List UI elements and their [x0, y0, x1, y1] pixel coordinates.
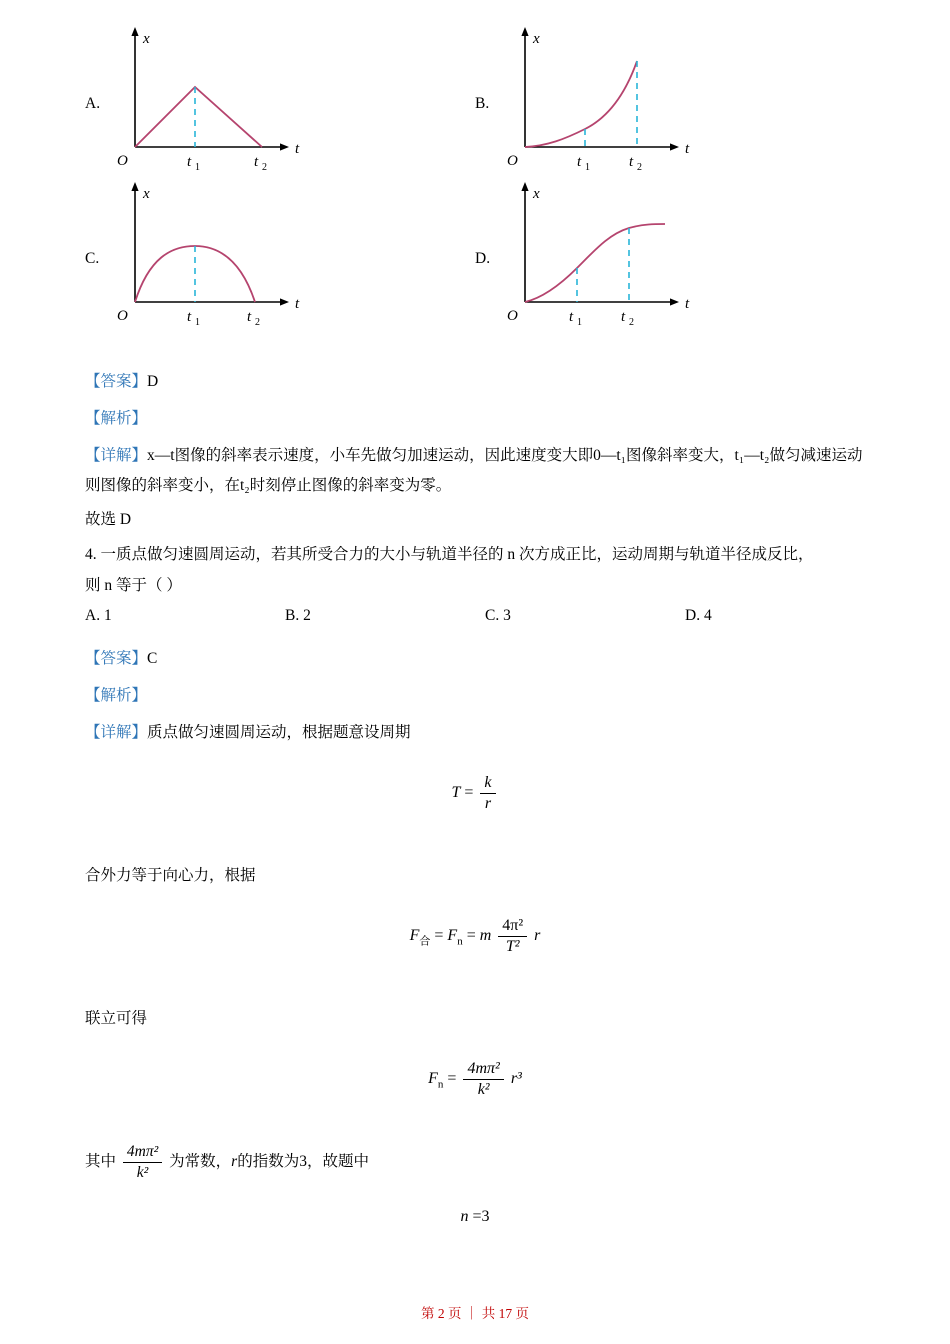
q4-stem-line1: 4. 一质点做匀速圆周运动，若其所受合力的大小与轨道半径的 n 次方成正比，运动周期与轨道半径成反比，	[85, 546, 814, 563]
q3-answer-line	[85, 367, 865, 397]
q4-detail-tag: 【详解】	[85, 724, 148, 741]
q4-choice-d[interactable]: D. 4	[685, 607, 712, 624]
svg-text:t: t	[569, 309, 574, 325]
svg-text:O: O	[507, 153, 518, 169]
formula-centripetal	[85, 917, 865, 956]
formula-centripetal-eq2: =	[466, 927, 476, 945]
q4-choices	[85, 607, 865, 637]
q4-choice-b[interactable]: B. 2	[285, 607, 311, 624]
formula-n-value	[85, 1208, 865, 1226]
graph-option-c	[85, 180, 415, 330]
formula-force-result-tail: r³	[510, 1070, 522, 1088]
formula-centripetal-fraction	[498, 917, 527, 956]
q4-constant-note	[85, 1143, 865, 1182]
formula-centripetal-mid: F	[447, 927, 458, 945]
q3-analysis-line	[85, 404, 865, 434]
svg-text:t: t	[577, 154, 582, 170]
q4-detail-line	[85, 718, 865, 748]
svg-text:x: x	[533, 186, 540, 202]
q4-constant-note-mid: 为常数，	[169, 1153, 232, 1171]
option-label-b: B.	[475, 95, 490, 112]
svg-text:x: x	[143, 31, 150, 47]
svg-text:t: t	[295, 296, 300, 312]
formula-period-denominator: r	[484, 795, 492, 812]
q4-constant-note-post: 的指数为3，故题中	[237, 1153, 369, 1171]
formula-centripetal-lhs-sub: 合	[419, 935, 431, 948]
footer-separator: ｜	[464, 1306, 479, 1321]
formula-centripetal-mass: m	[479, 927, 492, 945]
formula-centripetal-mid-sub: n	[457, 935, 463, 948]
formula-centripetal-numerator: 4π²	[498, 917, 527, 937]
svg-text:1: 1	[195, 162, 200, 173]
svg-text:2: 2	[262, 162, 267, 173]
svg-text:t: t	[685, 141, 690, 157]
formula-force-result-fraction	[463, 1060, 503, 1099]
svg-text:t: t	[685, 296, 690, 312]
q4-constant-denominator: k²	[136, 1164, 149, 1181]
graph-a-svg	[107, 25, 397, 175]
formula-n-lhs: n	[460, 1208, 469, 1225]
formula-period-lhs: T	[451, 784, 461, 802]
q4-answer-value: C	[147, 650, 158, 667]
q3-answer-value: D	[147, 373, 159, 390]
svg-text:1: 1	[195, 317, 200, 328]
svg-text:t: t	[629, 154, 634, 170]
graph-d-svg	[497, 180, 787, 330]
q3-analysis-tag: 【解析】	[85, 410, 148, 427]
formula-force-result-lhs: F	[428, 1070, 438, 1088]
page-footer	[0, 1302, 950, 1322]
svg-text:2: 2	[637, 162, 642, 173]
q4-text-centripetal: 合外力等于向心力，根据	[85, 867, 256, 884]
svg-text:t: t	[187, 309, 192, 325]
svg-text:x: x	[533, 31, 540, 47]
svg-text:t: t	[254, 154, 259, 170]
q4-detail-text: 质点做匀速圆周运动，根据题意设周期	[147, 724, 411, 741]
option-label-d: D.	[475, 250, 491, 267]
svg-text:1: 1	[577, 317, 582, 328]
q3-detail-line	[85, 441, 865, 501]
formula-period	[85, 774, 865, 813]
q4-constant-note-pre: 其中	[85, 1153, 117, 1171]
q4-stem-line2: 则 n 等于（ ）	[85, 577, 182, 594]
q3-detail-tag: 【详解】	[85, 447, 148, 464]
svg-text:2: 2	[629, 317, 634, 328]
q4-text-combine: 联立可得	[85, 1010, 148, 1027]
graph-options-group	[85, 0, 865, 360]
q3-conclusion: 故选 D	[85, 511, 132, 528]
svg-text:O: O	[117, 153, 128, 169]
q4-choice-a[interactable]: A. 1	[85, 607, 112, 624]
formula-force-result	[85, 1060, 865, 1099]
graph-c-svg	[107, 180, 397, 330]
q4-analysis-tag: 【解析】	[85, 687, 148, 704]
option-label-a: A.	[85, 95, 101, 112]
option-label-c: C.	[85, 250, 100, 267]
q4-constant-fraction	[123, 1143, 162, 1182]
q4-constant-numerator: 4mπ²	[123, 1143, 162, 1163]
svg-text:1: 1	[585, 162, 590, 173]
footer-page-current: 第 2 页	[421, 1306, 462, 1321]
svg-text:x: x	[143, 186, 150, 202]
formula-period-fraction	[480, 774, 495, 813]
graph-b-svg	[497, 25, 787, 175]
formula-n-rhs: 3	[481, 1208, 490, 1225]
formula-period-numerator: k	[480, 774, 495, 794]
graph-option-b	[475, 25, 805, 175]
q4-choice-c[interactable]: C. 3	[485, 607, 511, 624]
formula-force-result-lhs-sub: n	[437, 1078, 444, 1091]
svg-text:O: O	[507, 308, 518, 324]
q4-answer-line	[85, 644, 865, 674]
svg-text:t: t	[187, 154, 192, 170]
formula-centripetal-eq1: =	[434, 927, 444, 945]
formula-n-eq: =	[472, 1208, 482, 1225]
footer-page-total: 共 17 页	[481, 1306, 529, 1321]
svg-text:2: 2	[255, 317, 260, 328]
svg-text:t: t	[621, 309, 626, 325]
q3-answer-tag: 【答案】	[85, 373, 148, 390]
formula-centripetal-tail: r	[534, 927, 541, 945]
svg-text:t: t	[295, 141, 300, 157]
graph-option-a	[85, 25, 415, 175]
formula-period-eq: =	[464, 784, 474, 802]
svg-text:O: O	[117, 308, 128, 324]
formula-force-result-denominator: k²	[477, 1081, 490, 1098]
q4-constant-note-r: r	[231, 1153, 238, 1171]
graph-option-d	[475, 180, 805, 330]
q3-detail-text: x—t图像的斜率表示速度，小车先做匀加速运动，因此速度变大即0—t₁图像斜率变大，t₁—t₂做匀减速运动则图像的斜率变小，在t₂时刻停止图像的斜率变为零。	[85, 447, 863, 494]
formula-force-result-numerator: 4mπ²	[463, 1060, 503, 1080]
formula-centripetal-denominator: T²	[505, 938, 520, 955]
svg-text:t: t	[247, 309, 252, 325]
formula-force-result-eq: =	[447, 1070, 457, 1088]
formula-centripetal-lhs: F	[409, 927, 420, 945]
q4-analysis-line	[85, 681, 865, 711]
q4-answer-tag: 【答案】	[85, 650, 148, 667]
